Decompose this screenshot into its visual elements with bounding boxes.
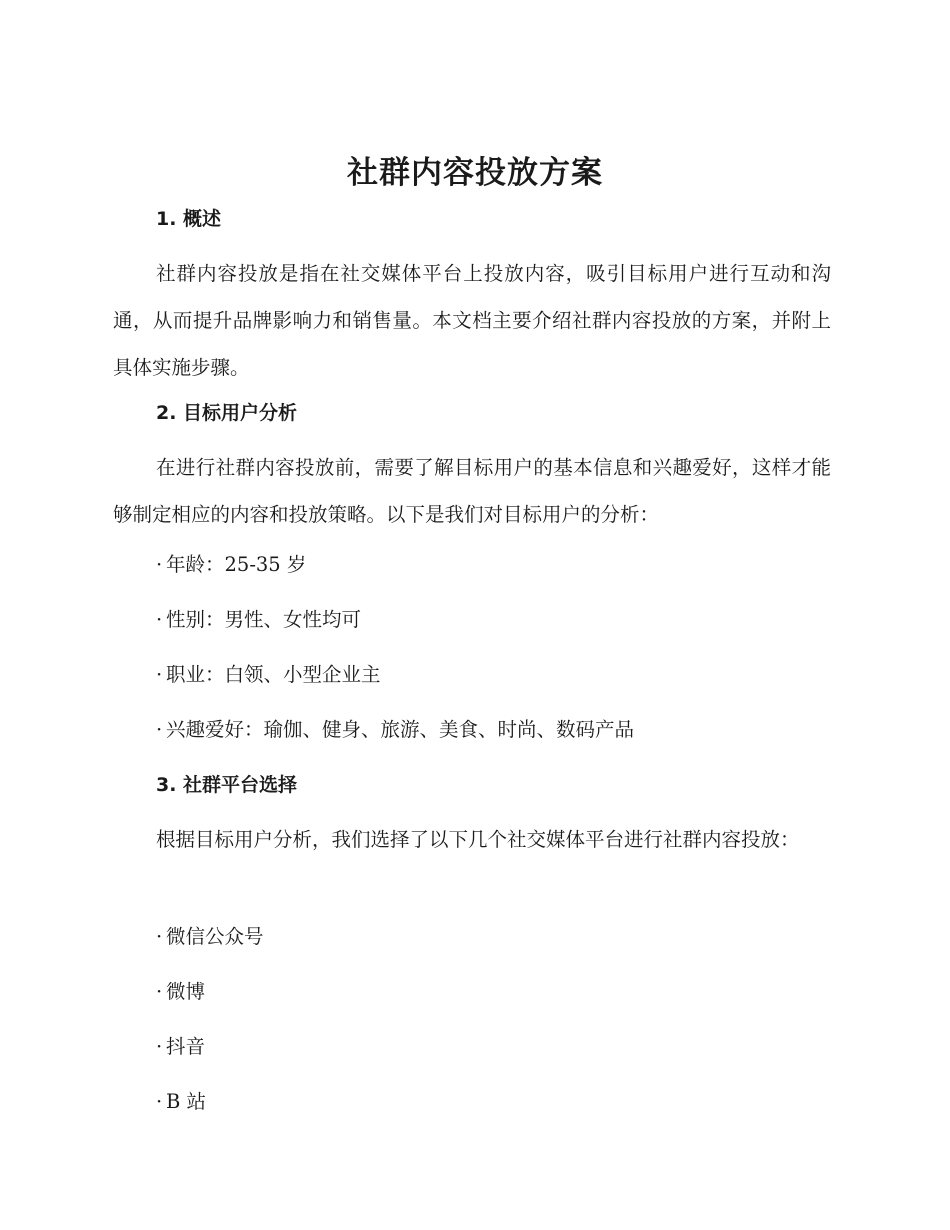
list-item xyxy=(156,922,264,952)
bullet-marker: · xyxy=(156,553,163,576)
bullet-marker: · xyxy=(156,1035,163,1058)
section-paragraph-overview: 社群内容投放是指在社交媒体平台上投放内容，吸引目标用户进行互动和沟通，从而提升品牌影响力和销售量。本文档主要介绍社群内容投放的方案，并附上具体实施步骤。 xyxy=(113,262,831,379)
section-heading-target-users: 2. 目标用户分析 xyxy=(156,402,298,424)
list-item xyxy=(156,605,361,635)
bullet-marker: · xyxy=(156,608,163,631)
bullet-marker: · xyxy=(156,663,163,686)
list-item-text: 抖音 xyxy=(166,1035,206,1058)
bullet-marker: · xyxy=(156,925,163,948)
list-item xyxy=(156,660,381,690)
list-item xyxy=(156,977,205,1007)
bullet-marker: · xyxy=(156,718,163,741)
list-item-text: 兴趣爱好：瑜伽、健身、旅游、美食、时尚、数码产品 xyxy=(166,718,635,741)
list-item xyxy=(156,1087,206,1117)
list-item-text: 年龄：25-35 岁 xyxy=(166,553,307,576)
section-heading-platform-selection: 3. 社群平台选择 xyxy=(156,774,298,796)
list-item-text: 微博 xyxy=(166,980,206,1003)
list-item xyxy=(156,1032,205,1062)
bullet-marker: · xyxy=(156,980,163,1003)
section-paragraph-platform-selection: 根据目标用户分析，我们选择了以下几个社交媒体平台进行社群内容投放： xyxy=(156,828,800,851)
section-paragraph-target-users: 在进行社群内容投放前，需要了解目标用户的基本信息和兴趣爱好，这样才能够制定相应的内容和投放策略。以下是我们对目标用户的分析： xyxy=(113,456,831,526)
list-item xyxy=(156,715,634,745)
bullet-marker: · xyxy=(156,1090,163,1113)
list-item xyxy=(156,550,306,580)
list-item-text: 微信公众号 xyxy=(166,925,264,948)
section-heading-overview: 1. 概述 xyxy=(156,208,222,230)
document-title: 社群内容投放方案 xyxy=(347,155,603,191)
list-item-text: 性别：男性、女性均可 xyxy=(166,608,362,631)
list-item-text: 职业：白领、小型企业主 xyxy=(166,663,381,686)
list-item-text: B 站 xyxy=(166,1090,207,1113)
